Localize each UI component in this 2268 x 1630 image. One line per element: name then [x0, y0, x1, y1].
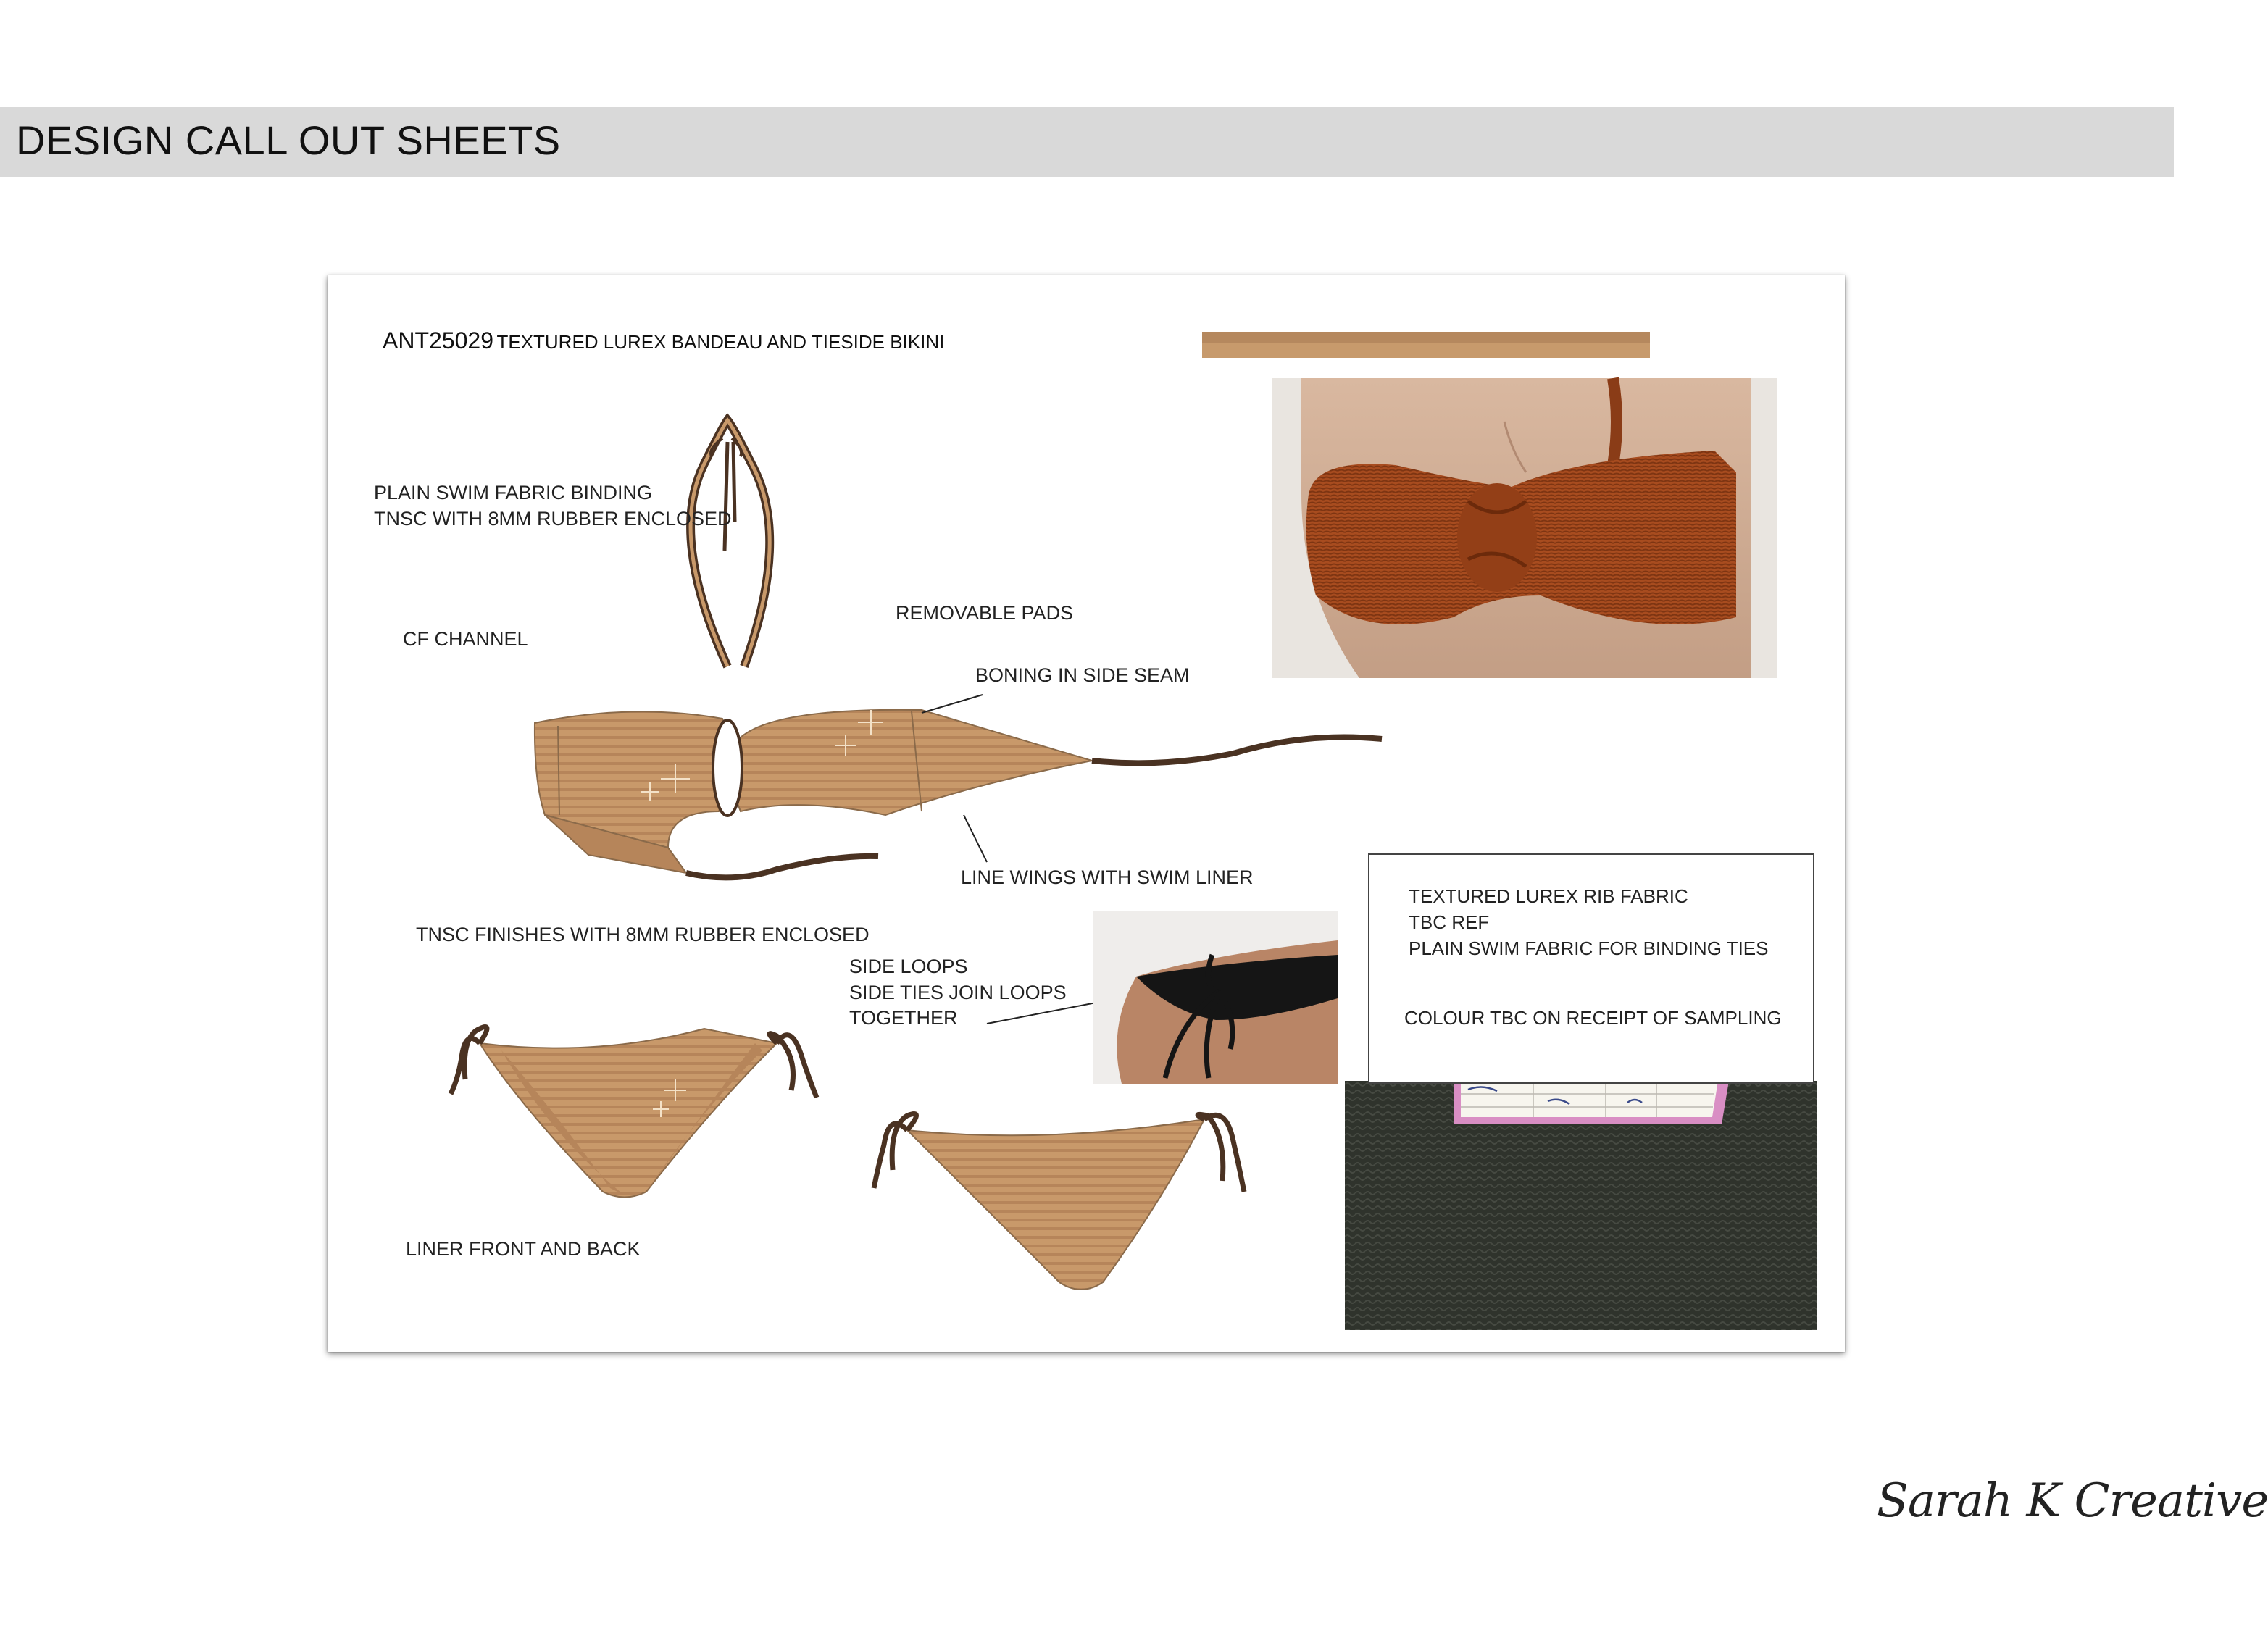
callout-side-loops-1: SIDE LOOPS	[849, 956, 968, 977]
signature-logo: Sarah K Creative	[1877, 1474, 2268, 1528]
bikini-bottom-front-sketch	[856, 1079, 1291, 1311]
side-tie-reference-photo	[1093, 911, 1338, 1084]
callout-removable-pads: REMOVABLE PADS	[896, 602, 1074, 624]
callout-line-wings: LINE WINGS WITH SWIM LINER	[961, 866, 1254, 888]
design-sheet	[328, 275, 1845, 1352]
callout-liner: LINER FRONT AND BACK	[406, 1238, 641, 1260]
bikini-bottom-back-sketch	[436, 992, 842, 1224]
style-name: TEXTURED LUREX BANDEAU AND TIESIDE BIKINI	[496, 331, 945, 353]
callout-binding-1: PLAIN SWIM FABRIC BINDING	[374, 482, 653, 503]
spec-ref: TBC REF	[1409, 911, 1490, 933]
callout-side-loops-3: TOGETHER	[849, 1007, 958, 1029]
callout-cf-channel: CF CHANNEL	[403, 628, 528, 650]
spec-fabric: TEXTURED LUREX RIB FABRIC	[1409, 885, 1688, 907]
style-code: ANT25029	[383, 327, 493, 354]
page-title: DESIGN CALL OUT SHEETS	[16, 117, 561, 163]
spec-binding: PLAIN SWIM FABRIC FOR BINDING TIES	[1409, 937, 1769, 959]
spec-colour: COLOUR TBC ON RECEIPT OF SAMPLING	[1404, 1007, 1782, 1029]
fabric-spec-box	[1368, 853, 1814, 1084]
fabric-swatch-photo	[1345, 1081, 1817, 1330]
callout-side-loops-2: SIDE TIES JOIN LOOPS	[849, 982, 1067, 1003]
callout-binding-2: TNSC WITH 8MM RUBBER ENCLOSED	[374, 508, 732, 530]
callout-tnsc-finishes: TNSC FINISHES WITH 8MM RUBBER ENCLOSED	[416, 924, 870, 945]
callout-boning: BONING IN SIDE SEAM	[975, 664, 1190, 686]
